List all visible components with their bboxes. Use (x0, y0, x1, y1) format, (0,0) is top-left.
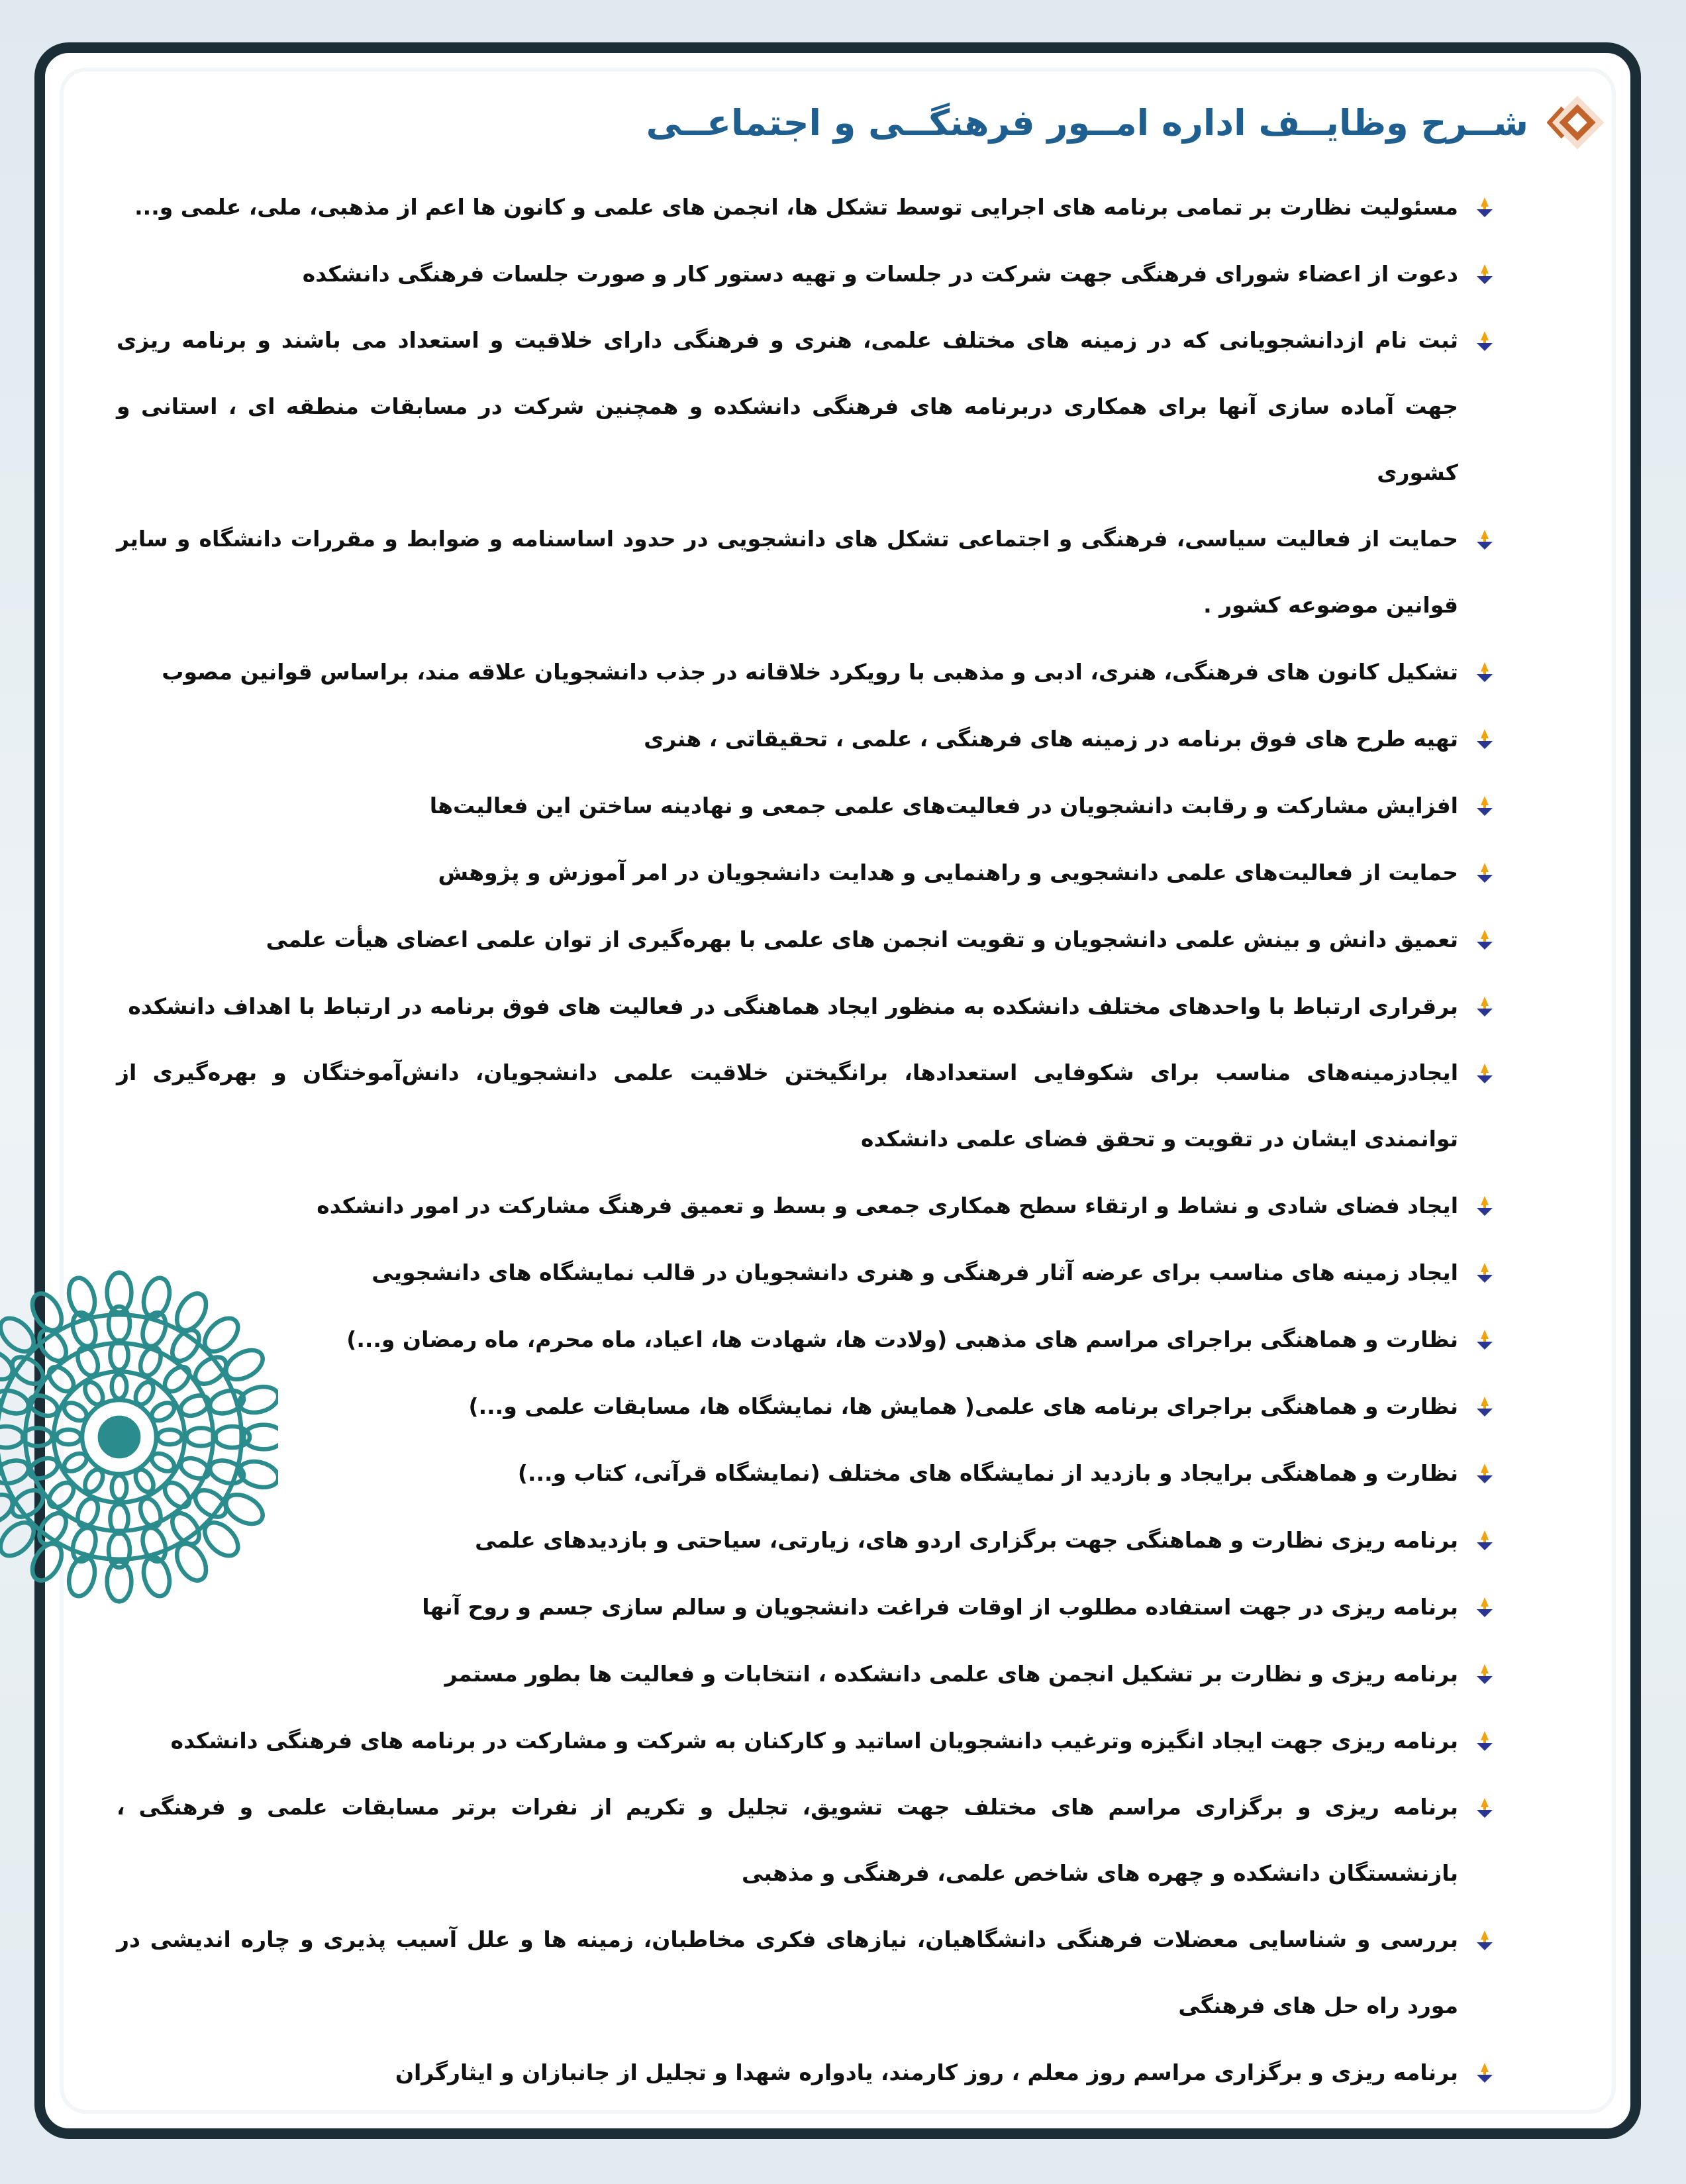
list-item-text: حمایت از فعالیت‌های علمی دانشجویی و راهنمایی و هدایت دانشجویان در امر آموزش و پژوهش (438, 860, 1458, 885)
list-item (117, 906, 1494, 973)
list-item-text: مسئولیت نظارت بر تمامی برنامه های اجرایی توسط تشکل ها، انجمن های علمی و کانون ها اعم از مذهبی، ملی، علمی و... (134, 194, 1458, 220)
arrow-bullet-icon (1475, 997, 1494, 1017)
list-item (117, 973, 1494, 1040)
diamond-chevron-icon (1547, 92, 1608, 153)
arrow-bullet-icon (1475, 662, 1494, 682)
arrow-bullet-icon (1475, 863, 1494, 883)
list-item (117, 2039, 1494, 2106)
list-item-text: افزایش مشارکت و رقابت دانشجویان در فعالیت‌های علمی جمعی و نهادینه ساختن این فعالیت‌ها (429, 793, 1458, 819)
list-item (117, 1907, 1494, 2039)
list-item (117, 240, 1494, 307)
arrow-bullet-icon (1475, 1064, 1494, 1083)
list-item-text: نظارت و هماهنگی براجرای برنامه های علمی( همایش ها، نمایشگاه ها، مسابقات علمی و...) (468, 1393, 1458, 1419)
list-item-text: تعمیق دانش و بینش علمی دانشجویان و تقویت انجمن های علمی با بهره‌گیری از توان علمی اعضای هیأت علمی (266, 926, 1458, 952)
list-item-text: برنامه ریزی و برگزاری مراسم های مختلف جهت تشویق، تجلیل و تکریم از نفرات برتر مسابقات علمی و فرهنگی ، بازنشستگان دانشکده و چهره های شاخص علمی، فرهنگی و مذهبی (117, 1794, 1458, 1886)
list-item-text: نظارت و هماهنگی براجرای مراسم های مذهبی (ولادت ها، شهادت ها، اعیاد، ماه محرم، ماه رمضان و...) (346, 1326, 1458, 1352)
list-item (117, 839, 1494, 906)
list-item-text: ایجاد فضای شادی و نشاط و ارتقاء سطح همکاری جمعی و بسط و تعمیق فرهنگ مشارکت در امور دانشکده (317, 1193, 1458, 1218)
list-item (117, 307, 1494, 506)
arrow-bullet-icon (1475, 331, 1494, 351)
list-item-text: حمایت از فعالیت سیاسی، فرهنگی و اجتماعی تشکل های دانشجویی در حدود اساسنامه و ضوابط و مقررات دانشگاه و سایر قوانین موضوعه کشور . (117, 526, 1458, 618)
arrow-bullet-icon (1475, 197, 1494, 217)
list-item (117, 1040, 1494, 1172)
arrow-bullet-icon (1475, 1196, 1494, 1216)
list-item (117, 506, 1494, 638)
list-item (117, 174, 1494, 240)
arrow-bullet-icon (1475, 796, 1494, 816)
duties-list (117, 174, 1494, 2106)
arrow-bullet-icon (1475, 264, 1494, 284)
list-item (117, 705, 1494, 772)
list-item (117, 1707, 1494, 1774)
list-item (117, 1172, 1494, 1239)
list-item (117, 1373, 1494, 1440)
list-item-text: برقراری ارتباط با واحدهای مختلف دانشکده به منظور ایجاد هماهنگی در فعالیت های فوق برنامه در ارتباط با اهداف دانشکده (128, 993, 1458, 1019)
list-item-text: تشکیل کانون های فرهنگی، هنری، ادبی و مذهبی با رویکرد خلاقانه در جذب دانشجویان علاقه مند، براساس قوانین مصوب (162, 659, 1458, 685)
list-item-text: بررسی و شناسایی معضلات فرهنگی دانشگاهیان، نیازهای فکری مخاطبان، زمینه ها و علل آسیب پذیری و چاره اندیشی در مورد راه حل های فرهنگی (117, 1926, 1458, 2018)
arrow-bullet-icon (1475, 1731, 1494, 1751)
list-item-text: برنامه ریزی و برگزاری مراسم روز معلم ، روز کارمند، یادواره شهدا و تجلیل از جانبازان و ایثارگران (395, 2060, 1458, 2085)
list-item-text: ایجادزمینه‌های مناسب برای شکوفایی استعدادها، برانگیختن خلاقیت علمی دانشجویان، دانش‌آموختگان و بهره‌گیری از توانمندی ایشان در تقویت و تحقق فضای علمی دانشکده (117, 1060, 1458, 1152)
list-item-text: برنامه ریزی جهت ایجاد انگیزه وترغیب دانشجویان اساتید و کارکنان به شرکت و مشارکت در برنامه های فرهنگی دانشکده (170, 1728, 1458, 1754)
arrow-bullet-icon (1475, 1930, 1494, 1950)
list-item (117, 1774, 1494, 1907)
list-item (117, 772, 1494, 839)
arrow-bullet-icon (1475, 1263, 1494, 1283)
list-item (117, 1306, 1494, 1373)
page-title: شــرح وظایــف اداره امــور فرهنگــی و اجتماعــی (646, 101, 1528, 144)
arrow-bullet-icon (1475, 1330, 1494, 1350)
arrow-bullet-icon (1475, 1798, 1494, 1818)
arrow-bullet-icon (1475, 1397, 1494, 1416)
arrow-bullet-icon (1475, 1664, 1494, 1684)
arrow-bullet-icon (1475, 2063, 1494, 2083)
list-item-text: برنامه ریزی در جهت استفاده مطلوب از اوقات فراغت دانشجویان و سالم سازی جسم و روح آنها (422, 1594, 1458, 1620)
arrow-bullet-icon (1475, 530, 1494, 550)
list-item-text: برنامه ریزی نظارت و هماهنگی جهت برگزاری اردو های، زیارتی، سیاحتی و بازدیدهای علمی (475, 1527, 1458, 1553)
list-item-text: نظارت و هماهنگی برایجاد و بازدید از نمایشگاه های مختلف (نمایشگاه قرآنی، کتاب و...) (517, 1460, 1458, 1486)
title-row (646, 93, 1608, 152)
arrow-bullet-icon (1475, 1530, 1494, 1550)
list-item (117, 1640, 1494, 1707)
list-item-text: ثبت نام ازدانشجویانی که در زمینه های مختلف علمی، هنری و فرهنگی دارای خلاقیت و استعداد می باشند و برنامه ریزی جهت آماده سازی آنها برای همکاری دربرنامه های فرهنگی دانشکده و همچنین شرکت در مسابقات منطقه ای ، استانی و کشوری (117, 327, 1458, 485)
list-item (117, 638, 1494, 705)
list-item (117, 1239, 1494, 1306)
arrow-bullet-icon (1475, 729, 1494, 749)
list-item (117, 1440, 1494, 1507)
arrow-bullet-icon (1475, 930, 1494, 950)
list-item-text: دعوت از اعضاء شورای فرهنگی جهت شرکت در جلسات و تهیه دستور کار و صورت جلسات فرهنگی دانشکده (302, 261, 1458, 287)
list-item (117, 1573, 1494, 1640)
arrow-bullet-icon (1475, 1597, 1494, 1617)
list-item (117, 1507, 1494, 1573)
list-item-text: برنامه ریزی و نظارت بر تشکیل انجمن های علمی دانشکده ، انتخابات و فعالیت ها بطور مستمر (444, 1661, 1458, 1687)
list-item-text: ایجاد زمینه های مناسب برای عرضه آثار فرهنگی و هنری دانشجویان در قالب نمایشگاه های دانشجویی (372, 1260, 1458, 1285)
list-item-text: تهیه طرح های فوق برنامه در زمینه های فرهنگی ، علمی ، تحقیقاتی ، هنری (644, 726, 1458, 752)
arrow-bullet-icon (1475, 1464, 1494, 1483)
